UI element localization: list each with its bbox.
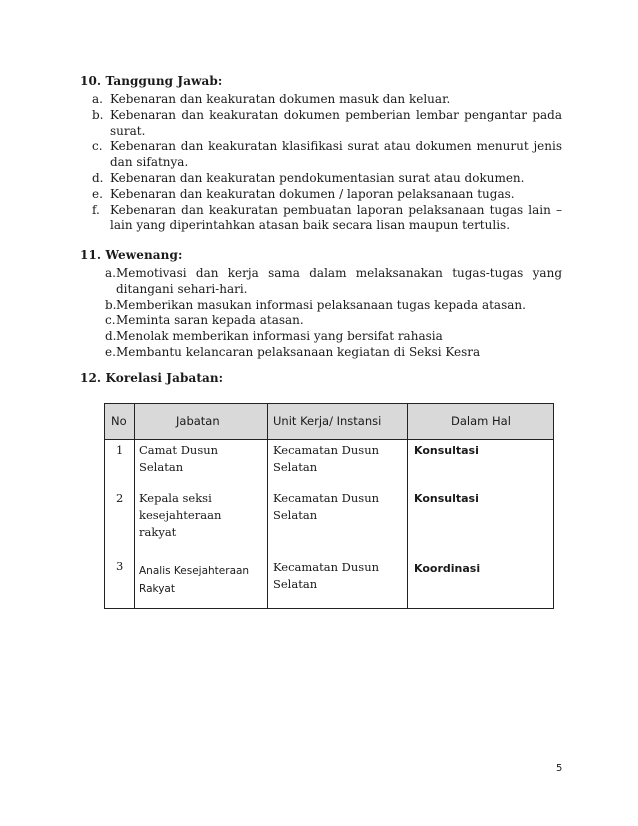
column-divider [134, 404, 135, 608]
header-unit: Unit Kerja/ Instansi [273, 414, 382, 428]
table-cell-unit: Kecamatan Dusun Selatan [273, 491, 380, 522]
header-jabatan: Jabatan [176, 414, 220, 428]
table-cell-jabatan: Analis Kesejahteraan Rakyat [139, 565, 250, 595]
table-cell-jabatan: Camat Dusun Selatan [139, 443, 219, 474]
authority-list [105, 266, 562, 361]
header-no: No [111, 414, 127, 428]
list-item: b. Memberikan masukan informasi pelaksanaan tugas kepada atasan. [105, 297, 526, 312]
table-cell-no: 1 [116, 443, 124, 457]
table-cell-no: 3 [116, 559, 124, 573]
table-cell-hal: Konsultasi [414, 444, 479, 457]
header-dalam-hal: Dalam Hal [451, 414, 511, 428]
list-item: f. Kebenaran dan keakuratan pembuatan laporan pelaksanaan tugas lain – lain yang diperintahkan atasan baik secara lisan maupun tertulis. [92, 202, 562, 233]
list-item: e. Kebenaran dan keakuratan dokumen / laporan pelaksanaan tugas. [92, 186, 515, 201]
list-item: a. Memotivasi dan kerja sama dalam melaksanakan tugas-tugas yang ditangani sehari-hari. [105, 266, 562, 296]
correlation-table [104, 403, 554, 609]
table-header [105, 404, 553, 440]
column-divider [267, 404, 268, 608]
section-10-heading: 10. Tanggung Jawab: [80, 74, 223, 88]
list-item: e. Membantu kelancaran pelaksanaan kegiatan di Seksi Kesra [105, 344, 481, 359]
table-cell-unit: Kecamatan Dusun Selatan [273, 560, 380, 591]
list-item: a. Kebenaran dan keakuratan dokumen masuk dan keluar. [92, 92, 451, 106]
section-11-heading: 11. Wewenang: [80, 248, 183, 262]
table-cell-hal: Koordinasi [414, 562, 481, 575]
responsibility-list [92, 92, 562, 234]
page-number: 5 [556, 763, 563, 774]
list-item: c. Kebenaran dan keakuratan klasifikasi surat atau dokumen menurut jenis dan sifatnya. [92, 139, 562, 170]
section-12-heading: 12. Korelasi Jabatan: [80, 371, 224, 385]
list-item: d. Menolak memberikan informasi yang bersifat rahasia [105, 329, 443, 344]
list-item: d. Kebenaran dan keakuratan pendokumentasian surat atau dokumen. [92, 170, 525, 185]
list-item: c. Meminta saran kepada atasan. [105, 313, 304, 328]
table-cell-hal: Konsultasi [414, 492, 479, 505]
table-cell-jabatan: Kepala seksi kesejahteraan rakyat [139, 491, 222, 539]
column-divider [407, 404, 408, 608]
table-cell-unit: Kecamatan Dusun Selatan [273, 443, 380, 474]
list-item: b. Kebenaran dan keakuratan dokumen pemberian lembar pengantar pada surat. [92, 107, 562, 138]
table-cell-no: 2 [116, 491, 124, 505]
